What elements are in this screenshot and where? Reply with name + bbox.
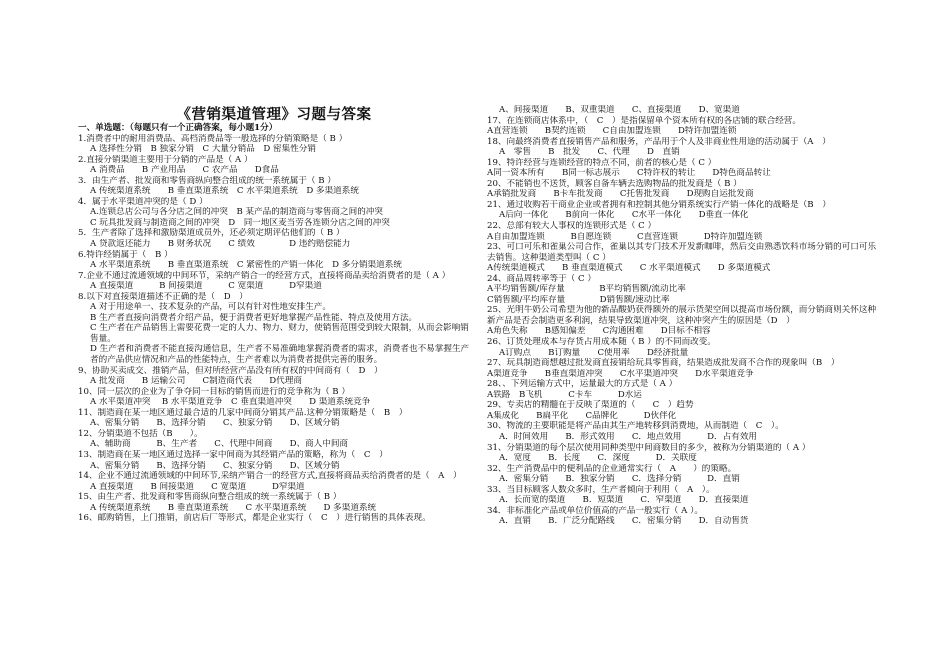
question-line: 29、专卖店的精髓在于反映了渠道的（ C ）趋势 — [487, 400, 694, 411]
question-line: 33、当目标顾客人数众多时，生产者倾向于利用（ A ）。 — [487, 484, 715, 495]
question-line: 8.以下对直接渠道描述不正确的是（ D ） — [78, 291, 248, 302]
question-line: 34．非标准化产品或单位价值高的产品一般实行（ A ）。 — [487, 505, 703, 516]
answer-options-line: A 传统渠道系统 B 垂直渠道系统 C 水平渠道系统 D 多渠道系统 — [90, 186, 359, 197]
answer-options-line: A．长而宽的渠道 B．短渠道 C．窄渠道 D．直接渠道 — [499, 495, 749, 506]
question-line: 11、制造商在某一地区通过最合适的几家中间商分销其产品.这种分销策略是（ B ） — [78, 407, 408, 418]
answer-options-line: A．时间效用 B．形式效用 C．地点效用 D．占有效用 — [499, 431, 758, 442]
question-line: 13、制造商在某一地区通过选择一家中间商为其经销产品的策略，称为（ C ） — [78, 449, 388, 460]
question-line: A直营连锁 B契约连锁 C自由加盟连锁 D特许加盟连锁 — [487, 126, 737, 137]
answer-options-line: A.连锁总店公司与各分店之间的冲突 B 某产品的制造商与零售商之间的冲突 — [90, 207, 383, 218]
question-line: 4．属于水平渠道冲突的是（ D ） — [78, 196, 208, 207]
question-line: 1.消费者中的耐用消费品、高档消费品等一般选择的分销策略是（ B ） — [78, 133, 348, 144]
question-line: 9、协助买卖成交、推销产品，但对所经营产品没有所有权的中间商有（ D ） — [78, 365, 383, 376]
question-line: A自由加盟连锁 B自愿连锁 C直营连锁 D特许加盟连锁 — [487, 231, 763, 242]
answer-options-line: D 生产者和消费者不能直接沟通信息，生产者不易准确地掌握消费者的需求，消费者也不易掌握生产者的产品供应情况和产品的性能特点，生产者难以为消费者提供完善的服务。 — [90, 344, 470, 366]
question-line: 16、邮购销售，上门推销，前店后厂等形式，都是企业实行（ C ）进行销售的具体表现。 — [78, 513, 431, 524]
answer-options-line: B 生产者直接向消费者介绍产品，便于消费者更好地掌握产品性能、特点及使用方法。 — [90, 312, 418, 323]
question-line: 20、不能销也不送货，顾客自备车辆去选购物品的批发商是（ B ） — [487, 178, 742, 189]
question-line: 27、玩具制造商想越过批发商直接销给玩具零售商，结果造成批发商不合作的现象叫（B ） — [487, 358, 840, 369]
answer-options-line: A．密集分销 B．独家分销 C．选择分销 D．直销 — [499, 474, 740, 485]
question-line: 5．生产者除了选择和激励渠道成员外，还必须定期评估他们的（ B ） — [78, 228, 345, 239]
answer-options-line: A 贷款返还能力 B 财务状况 C 绩效 D 违约赔偿能力 — [90, 239, 351, 250]
question-line: A渠道竞争 B垂直渠道冲突 C水平渠道冲突 D水平渠道竞争 — [487, 368, 754, 379]
question-line: A集成化 B扁平化 C品牌化 D伙伴化 — [487, 410, 677, 421]
question-line: 3．由生产者、批发商和零售商纵向整合组成的统一系统属于（ B ） — [78, 175, 336, 186]
question-line: 19、特许经营与连锁经营的特点不同，前者的核心是（ C ） — [487, 157, 717, 168]
question-line: A传统渠道模式 B 垂直渠道模式 C 水平渠道模式 D 多渠道模式 — [487, 263, 771, 274]
question-line: 14、企业不通过流通领域的中间环节,采纳产销合一的经营方式,直接将商品卖给消费者的是（ A ） — [78, 471, 462, 482]
question-line: 28、、下列运输方式中，运量最大的方式是（ A ） — [487, 379, 678, 390]
question-line: 18、向最终消费者直接销售产品和服务，产品用于个人及非商业性用途的活动属于（A ） — [487, 136, 831, 147]
question-line: 23、可口可乐和雀巢公司合作，雀巢以其专门技术开发新咖啡，然后交由熟悉饮料市场分销的可口可乐去销售。这种渠道类型叫（ C ） — [487, 242, 877, 263]
left-question-list — [78, 134, 470, 524]
answer-options-line: A 水平渠道系统 B 垂直渠道系统 C 紧密性的产销一体化 D 多分销渠道系统 — [90, 260, 402, 271]
question-line: A角色失称 B感知偏差 C沟通困难 D目标不相容 — [487, 326, 711, 337]
section-heading: 一、单选题：（每题只有一个正确答案，每小题1分） — [78, 123, 278, 133]
answer-options-line: A 传统渠道系统 B 垂直渠道系统 C 水平渠道系统 D 多渠道系统 — [90, 502, 377, 513]
answer-options-line: A 选择性分销 B 独家分销 C 大量分销品 D 密集性分销 — [90, 144, 316, 155]
question-line: 2.直接分销渠道主要用于分销的产品是（ A ） — [78, 154, 253, 165]
answer-options-line: A 批发商 B 运输公司 C制造商代表 D代理商 — [90, 376, 302, 387]
question-line: 31、分销渠道的每个层次使用同种类型中间商数目的多少，被称为分销渠道的（ A ） — [487, 442, 811, 453]
answer-options-line: A．直销 B．广泛分配路线 C．密集分销 D．自动售货 — [499, 516, 749, 527]
answer-options-line: A 消费品 B 产业用品 C 农产品 D食品 — [90, 165, 279, 176]
page-title: 《营销渠道管理》习题与答案 — [176, 106, 372, 123]
answer-options-line: A、密集分销 B、选择分销 C、独家分销 D、区域分销 — [90, 418, 340, 429]
right-question-list — [487, 105, 879, 527]
question-line: 7.企业不通过流通领域的中间环节，采纳产销合一的经营方式，直接将商品卖给消费者的是（ A ） — [78, 270, 451, 281]
question-line: 25、光明牛奶公司希望为他的新品酸奶获得额外的展示货架空间以提高市场份额，而分销商则关怀这种新产品是否会制造更多利润，结果导致渠道冲突，这种冲突产生的原因是（D ） — [487, 305, 877, 326]
answer-options-line: A、密集分销 B、选择分销 C、独家分销 D、区域分销 — [90, 460, 340, 471]
question-line: 17、在连锁商店体系中，（ C ）是指保留单个资本所有权的各店铺的联合经营。 — [487, 115, 801, 126]
question-line: 15、由生产者、批发商和零售商纵向整合组成的统一系统属于（ B ） — [78, 492, 342, 503]
question-line: C销售额/平均库存量 D销售额/速动比率 — [487, 294, 670, 305]
question-line: 12、分销渠道不包括（B ）。 — [78, 428, 203, 439]
answer-options-line: A 对于用途单一、技术复杂的产品，可以有针对性地安排生产。 — [90, 302, 331, 313]
answer-options-line: A 直接渠道 B 间接渠道 C 宽渠道 D窄渠道 — [90, 481, 305, 492]
question-line: 30、物流的主要职能是将产品由其生产地转移到消费地，从而制造（ C ）。 — [487, 421, 784, 432]
right-column — [487, 105, 879, 527]
question-line: A同一资本所有 B同一标志展示 C特许权的转让 D特色商品转让 — [487, 168, 771, 179]
answer-options-line: A．宽度 B．长度 C．深度 D．关联度 — [499, 453, 697, 464]
question-line: 21、通过收购若干商业企业或者拥有和控制其他分销系统实行产销一体化的战略是（B ） — [487, 199, 831, 210]
question-line: 26、订货处理成本与存货占用成本随（ B ）的不同而改变。 — [487, 337, 716, 348]
answer-options-line: A后向一体化 B前向一体化 C水平一体化 D垂直一体化 — [499, 210, 749, 221]
question-line: A铁路 B飞机 C卡车 D水运 — [487, 389, 642, 400]
answer-options-line: A、间接渠道 B、双重渠道 C、直接渠道 D、宽渠道 — [499, 105, 740, 115]
question-line: 10、同一层次的企业为了争夺同一目标的销售而进行的竞争称为（ B ） — [78, 386, 350, 397]
answer-options-line: A 直接渠道 B 间接渠道 C 宽渠道 D窄渠道 — [90, 281, 322, 292]
answer-options-line: A订购点 B订购量 C使用率 D经济批量 — [499, 347, 689, 358]
question-line: 6.特许经销属于（ B ） — [78, 249, 173, 260]
answer-options-line: C 生产者在产品销售上需要花费一定的人力、物力、财力，使销售范围受到较大限制，从而会影响销售量。 — [90, 323, 469, 344]
question-line: A承销批发商 B卡车批发商 C托售批发商 D现购自运批发商 — [487, 189, 754, 200]
question-line: A平均销售额/库存量 B平均销售额/流动比率 — [487, 284, 686, 295]
question-line: 24、商品周转率等于（ C ） — [487, 273, 596, 284]
left-column — [78, 0, 470, 524]
question-line: 32、生产消费品中的便利品的企业通常实行（ A ）的策略。 — [487, 463, 737, 474]
question-line: 22、总部有较大人事权的连锁形式是（ C ） — [487, 221, 657, 232]
answer-options-line: A、辅助商 B、生产者 C、代理中间商 D、商人中间商 — [90, 439, 349, 450]
answer-options-line: A 水平渠道冲突 B 水平渠道竞争 C 垂直渠道冲突 D 渠道系统竞争 — [90, 397, 371, 408]
answer-options-line: C 玩具批发商与制造商之间的冲突 D 同一地区麦当劳各连锁分店之间的冲突 — [90, 217, 390, 228]
answer-options-line: A 零售 B 批发 C、代理 D 直销 — [499, 147, 680, 158]
